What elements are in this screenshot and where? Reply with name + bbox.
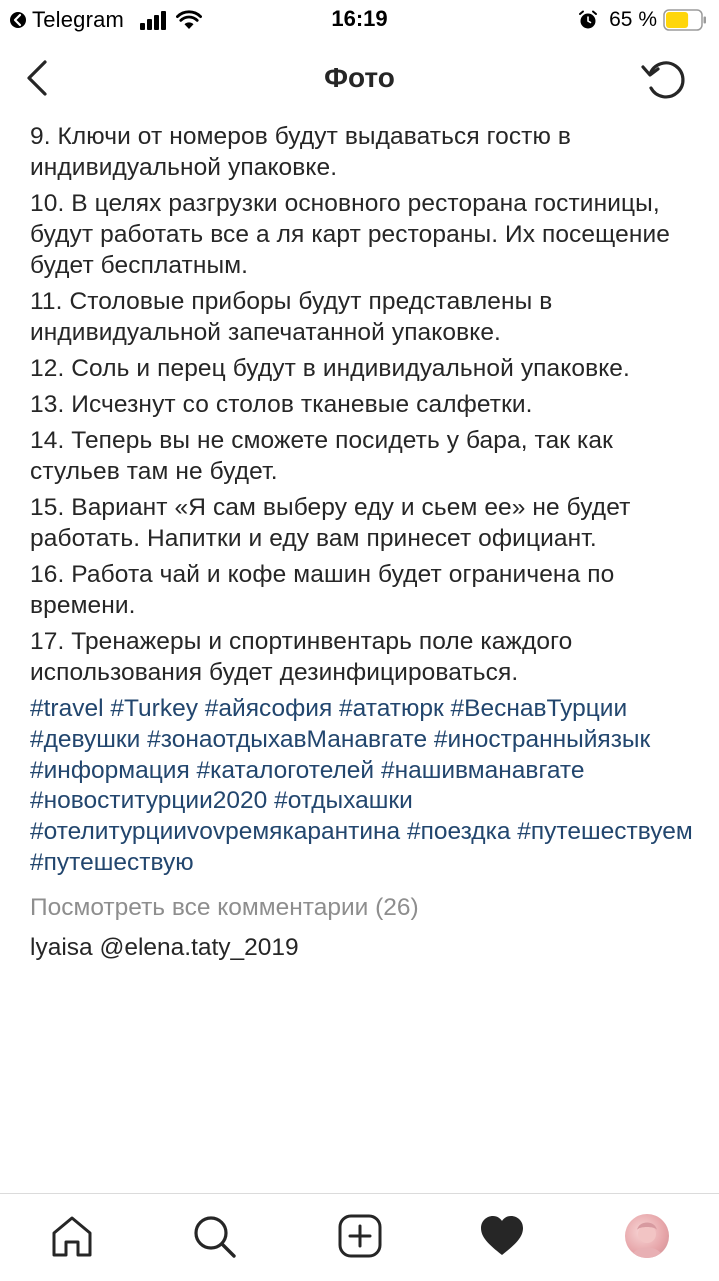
home-icon[interactable] (48, 1212, 96, 1260)
caption-item: 14. Теперь вы не сможете посидеть у бара, так как стульев там не будет. (30, 427, 613, 485)
caption-item: 12. Соль и перец будут в индивидуальной упаковке. (30, 355, 630, 382)
caption-item: 15. Вариант «Я сам выберу еду и сьем ее» не будет работать. Напитки и еду вам принесет официант. (30, 494, 631, 552)
navigation-bar (0, 40, 719, 120)
refresh-icon[interactable] (639, 55, 691, 105)
hashtag-link[interactable]: #нашивманавгате (380, 756, 585, 784)
status-time: 16:19 (331, 6, 388, 31)
hashtag-link[interactable]: #отелитурцииvovремякарантина (30, 818, 401, 846)
caption-item: 9. Ключи от номеров будут выдаваться гостю в индивидуальной упаковке. (30, 123, 571, 181)
caption-item: 11. Столовые приборы будут представлены в индивидуальной запечатанной упаковке. (30, 288, 553, 346)
caption-item: 16. Работа чай и кофе машин будет ограничена по времени. (30, 561, 615, 619)
heart-icon[interactable] (478, 1212, 526, 1260)
search-icon[interactable] (190, 1212, 238, 1260)
hashtag-link[interactable]: #поездка (406, 818, 511, 846)
battery-icon (663, 9, 707, 31)
back-app-name[interactable]: Telegram (32, 7, 125, 32)
post-caption (30, 121, 700, 1193)
hashtag-link[interactable]: #Turkey (110, 695, 198, 722)
hashtag-link[interactable]: #информация (30, 756, 190, 784)
hashtag-link[interactable]: #путешествую (30, 848, 194, 876)
partial-comment: lyaisa @elena.taty_2019 (30, 933, 299, 961)
status-bar (0, 0, 719, 40)
profile-avatar[interactable] (625, 1214, 669, 1258)
add-post-icon[interactable] (336, 1212, 384, 1260)
caption-item: 13. Исчезнут со столов тканевые салфетки. (30, 391, 533, 418)
hashtag-block (30, 694, 700, 879)
alarm-icon (577, 9, 599, 31)
caption-list (30, 121, 700, 688)
tab-bar (0, 1193, 719, 1281)
hashtag-link[interactable]: #новоститурции2020 (30, 787, 268, 815)
hashtag-link[interactable]: #айясофия (204, 695, 333, 722)
hashtag-link[interactable]: #зонаотдыхавМанавгате (147, 725, 428, 753)
hashtag-link[interactable]: #путешествуем (517, 818, 693, 846)
view-all-comments-link[interactable]: Посмотреть все комментарии (26) (30, 893, 419, 921)
hashtag-link[interactable]: #ататюрк (339, 695, 444, 722)
avatar-image (625, 1214, 669, 1258)
hashtag-link[interactable]: #иностранныйязык (433, 725, 651, 753)
battery-percent: 65 % (609, 8, 657, 31)
hashtag-link[interactable]: #travel (30, 695, 104, 722)
page-title: Фото (324, 62, 395, 93)
caption-item: 10. В целях разгрузки основного ресторана гостиницы, будут работать все а ля карт рестораны. Их посещение будет бесплатным. (30, 190, 670, 279)
caption-item: 17. Тренажеры и спортинвентарь поле каждого использования будет дезинфицироваться. (30, 628, 573, 686)
hashtag-link[interactable]: #каталоготелей (196, 756, 375, 784)
hashtag-link[interactable]: #девушки (30, 725, 141, 753)
status-right (577, 6, 707, 34)
hashtag-link[interactable]: #отдыхашки (274, 787, 413, 815)
hashtag-link[interactable]: #ВеснавТурции (450, 695, 628, 722)
